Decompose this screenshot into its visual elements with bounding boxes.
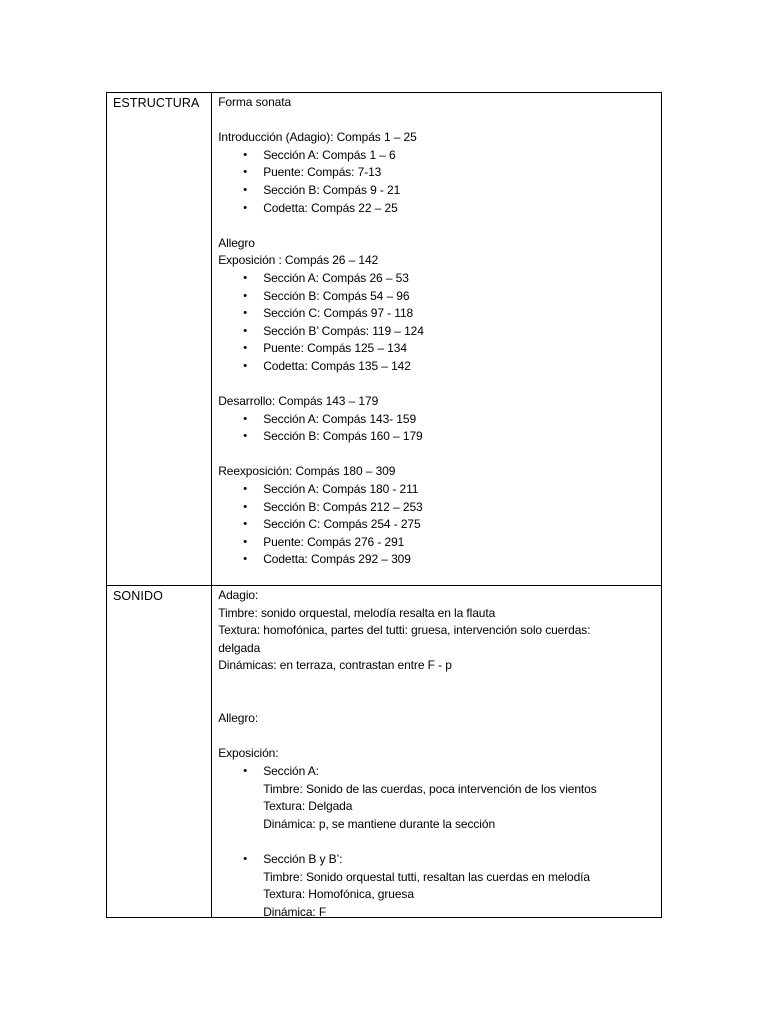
bullet-icon: • (243, 412, 248, 425)
spacer (218, 833, 657, 851)
form-heading: Forma sonata (218, 95, 292, 109)
table-row-estructura (107, 93, 662, 586)
bullet-icon: • (243, 324, 248, 337)
adagio-line: Timbre: sonido orquestal, melodía resalta en la flauta (218, 605, 496, 620)
allegro-title: Allegro: (218, 711, 259, 726)
list-item-text: Sección C: Compás 97 - 118 (263, 306, 414, 321)
list-item-text: Sección B: Compás 160 – 179 (263, 429, 423, 444)
bullet-icon: • (243, 764, 248, 777)
list-item-text: Codetta: Compás 22 – 25 (263, 200, 398, 215)
list-item (218, 763, 657, 781)
seccion-a-line: Textura: Delgada (263, 799, 353, 814)
sonido-label: SONIDO (113, 589, 163, 603)
desarrollo-list (218, 411, 657, 446)
seccion-b-line: Dinámica: F (263, 904, 327, 919)
list-item (218, 200, 657, 218)
adagio-line: delgada (218, 640, 261, 655)
list-item (218, 499, 657, 517)
list-item-text: Codetta: Compás 135 – 142 (263, 358, 411, 373)
estructura-label-cell (107, 93, 212, 586)
bullet-icon: • (243, 166, 248, 179)
list-item (218, 164, 657, 182)
bullet-icon: • (243, 271, 248, 284)
bullet-icon: • (243, 342, 248, 355)
list-item (218, 534, 657, 552)
list-item-text: Sección B: Compás 9 - 21 (263, 182, 401, 197)
list-item-text: Sección B: Compás 212 – 253 (263, 499, 423, 514)
intro-title: Introducción (Adagio): Compás 1 – 25 (218, 130, 417, 145)
bullet-icon: • (243, 289, 248, 302)
adagio-line: Dinámicas: en terraza, contrastan entre F - p (218, 658, 452, 673)
exposicion-title: Exposición : Compás 26 – 142 (218, 253, 379, 268)
estructura-content-cell (212, 93, 662, 586)
list-item-text: Sección C: Compás 254 - 275 (263, 517, 421, 532)
bullet-icon: • (243, 535, 248, 548)
list-item-text: Sección B y B’: (263, 851, 343, 866)
bullet-icon: • (243, 307, 248, 320)
spacer (218, 728, 657, 746)
list-item-text: Sección A: (263, 763, 319, 778)
list-item-text: Sección B’ Compás: 119 – 124 (263, 323, 424, 338)
list-item (218, 323, 657, 341)
list-item-text: Sección B: Compás 54 – 96 (263, 288, 410, 303)
list-item (218, 411, 657, 429)
seccion-b-line: Timbre: Sonido orquestal tutti, resaltan las cuerdas en melodía (263, 869, 590, 884)
list-item-text: Sección A: Compás 180 - 211 (263, 482, 419, 497)
estructura-label: ESTRUCTURA (113, 96, 200, 110)
seccion-a-line: Timbre: Sonido de las cuerdas, poca intervención de los vientos (263, 781, 597, 796)
intro-list (218, 147, 657, 217)
desarrollo-title: Desarrollo: Compás 143 – 179 (218, 394, 379, 409)
bullet-icon: • (243, 430, 248, 443)
spacer (218, 217, 657, 235)
reexposicion-list (218, 481, 657, 569)
list-item (218, 288, 657, 306)
bullet-icon: • (243, 148, 248, 161)
allegro-label: Allegro (218, 235, 255, 250)
exposicion-subtitle: Exposición: (218, 746, 279, 761)
spacer (218, 446, 657, 464)
list-item (218, 428, 657, 446)
bullet-icon: • (243, 201, 248, 214)
estructura-content (212, 93, 661, 585)
list-item-text: Codetta: Compás 292 – 309 (263, 552, 411, 567)
bullet-icon: • (243, 553, 248, 566)
list-item (218, 851, 657, 869)
reexposicion-title: Reexposición: Compás 180 – 309 (218, 464, 396, 479)
table-row-sonido (107, 586, 662, 918)
list-item (218, 147, 657, 165)
bullet-icon: • (243, 518, 248, 531)
list-item (218, 358, 657, 376)
list-item-text: Sección A: Compás 143- 159 (263, 411, 417, 426)
list-item-text: Puente: Compás: 7-13 (263, 165, 382, 180)
spacer (218, 376, 657, 394)
structure-table (106, 92, 662, 918)
adagio-line: Textura: homofónica, partes del tutti: gruesa, intervención solo cuerdas: (218, 623, 591, 638)
list-item-text: Puente: Compás 125 – 134 (263, 341, 407, 356)
spacer (218, 112, 657, 130)
adagio-title: Adagio: (218, 588, 259, 602)
list-item (218, 551, 657, 569)
sonido-seccion-a (218, 763, 657, 781)
bullet-icon: • (243, 359, 248, 372)
seccion-a-line: Dinámica: p, se mantiene durante la sección (263, 816, 496, 831)
bullet-icon: • (243, 500, 248, 513)
sonido-label-cell (107, 586, 212, 918)
list-item-text: Sección A: Compás 1 – 6 (263, 147, 396, 162)
seccion-b-line: Textura: Homofónica, gruesa (263, 887, 414, 902)
spacer (218, 675, 657, 710)
bullet-icon: • (243, 183, 248, 196)
list-item-text: Sección A: Compás 26 – 53 (263, 270, 409, 285)
list-item (218, 340, 657, 358)
exposicion-list (218, 270, 657, 376)
list-item (218, 516, 657, 534)
list-item-text: Puente: Compás 276 - 291 (263, 534, 405, 549)
bullet-icon: • (243, 483, 248, 496)
bullet-icon: • (243, 852, 248, 865)
list-item (218, 481, 657, 499)
list-item (218, 182, 657, 200)
list-item (218, 305, 657, 323)
sonido-content (212, 586, 661, 917)
sonido-seccion-b (218, 851, 657, 869)
list-item (218, 270, 657, 288)
sonido-content-cell (212, 586, 662, 918)
